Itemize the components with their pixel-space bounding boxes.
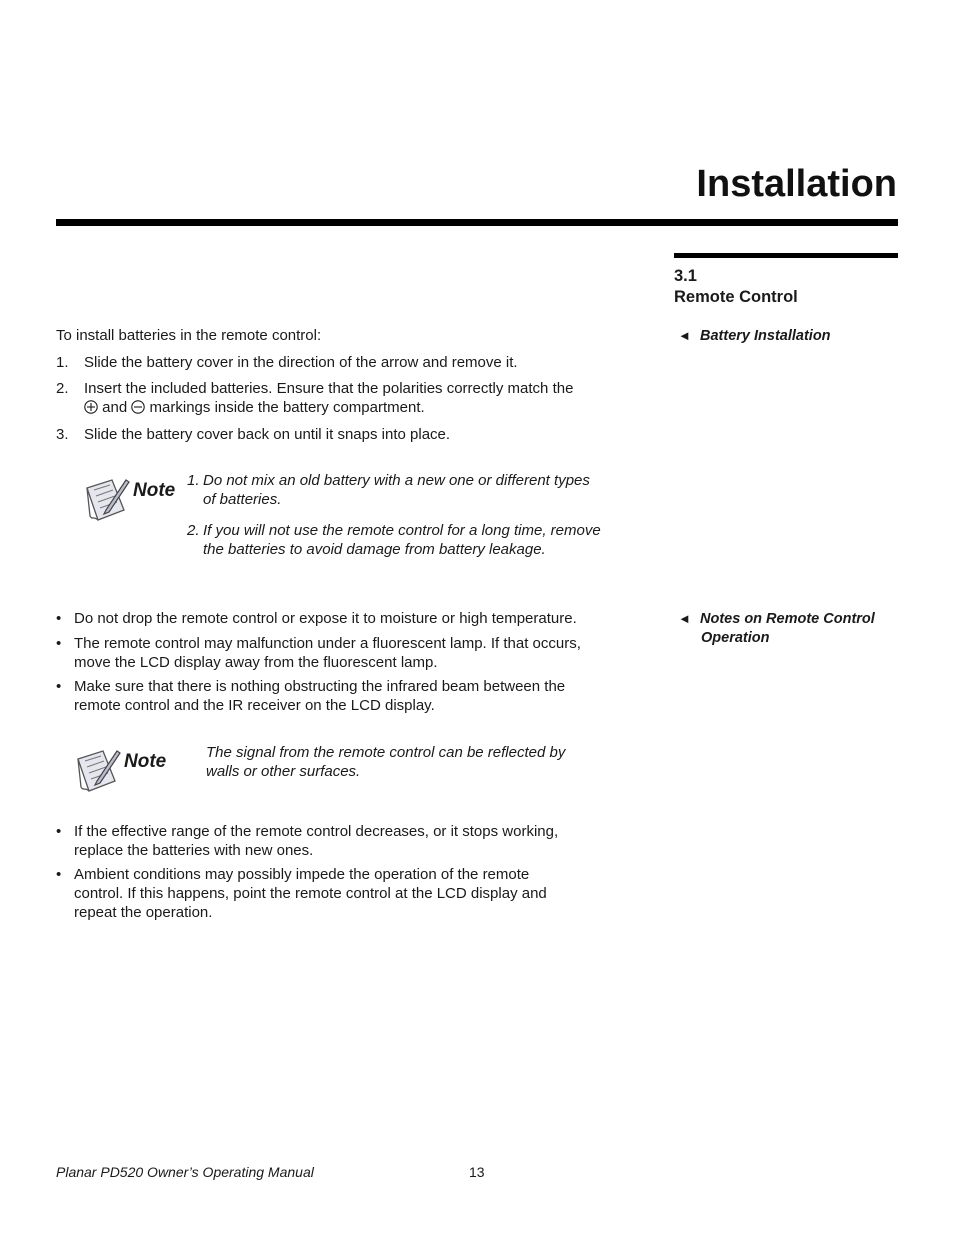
note-text: The signal from the remote control can be reflected by walls or other surfaces. [206, 744, 566, 780]
chapter-rule [56, 219, 898, 226]
battery-step: 2. Insert the included batteries. Ensure that the polarities correctly match the and markings inside the battery compartment. [56, 380, 574, 416]
list-item: • Ambient conditions may possibly impede the operation of the remote control. If this happens, point the remote control at the LCD display and repeat the operation. [56, 866, 547, 921]
battery-step: 1. Slide the battery cover in the direction of the arrow and remove it. [56, 354, 518, 371]
plus-polarity-icon [84, 400, 98, 414]
note-item: 1. Do not mix an old battery with a new one or different types of batteries. [187, 472, 590, 508]
arrow-left-icon: ◄ [678, 328, 691, 343]
footer-manual-title: Planar PD520 Owner’s Operating Manual [56, 1164, 314, 1180]
side-heading-text: Battery Installation [700, 328, 831, 344]
chapter-title: Installation [696, 163, 897, 205]
side-heading-remote-notes: ◄ Notes on Remote Control Operation [678, 611, 875, 646]
list-item: • Do not drop the remote control or expose it to moisture or high temperature. [56, 610, 577, 627]
list-item: • The remote control may malfunction under a fluorescent lamp. If that occurs, move the LCD display away from the fluorescent lamp. [56, 635, 581, 671]
list-item: • If the effective range of the remote control decreases, or it stops working, replace the batteries with new ones. [56, 823, 559, 859]
arrow-left-icon: ◄ [678, 611, 691, 626]
page-number: 13 [469, 1164, 485, 1180]
side-heading-battery-installation [678, 326, 831, 346]
note-label: Note [124, 751, 167, 772]
section-title: Remote Control [674, 288, 798, 306]
section-number: 3.1 [674, 267, 697, 285]
list-item: • Make sure that there is nothing obstructing the infrared beam between the remote control and the IR receiver on the LCD display. [56, 678, 566, 714]
minus-polarity-icon [131, 400, 145, 414]
battery-intro: To install batteries in the remote control: [56, 327, 322, 344]
note-icon [75, 747, 121, 800]
note-label: Note [133, 480, 176, 501]
section-rule [674, 253, 898, 258]
battery-step: 3. Slide the battery cover back on until it snaps into place. [56, 426, 451, 443]
note-icon [84, 476, 130, 529]
note-item: 2. If you will not use the remote control for a long time, remove the batteries to avoid damage from battery leakage. [187, 522, 601, 558]
